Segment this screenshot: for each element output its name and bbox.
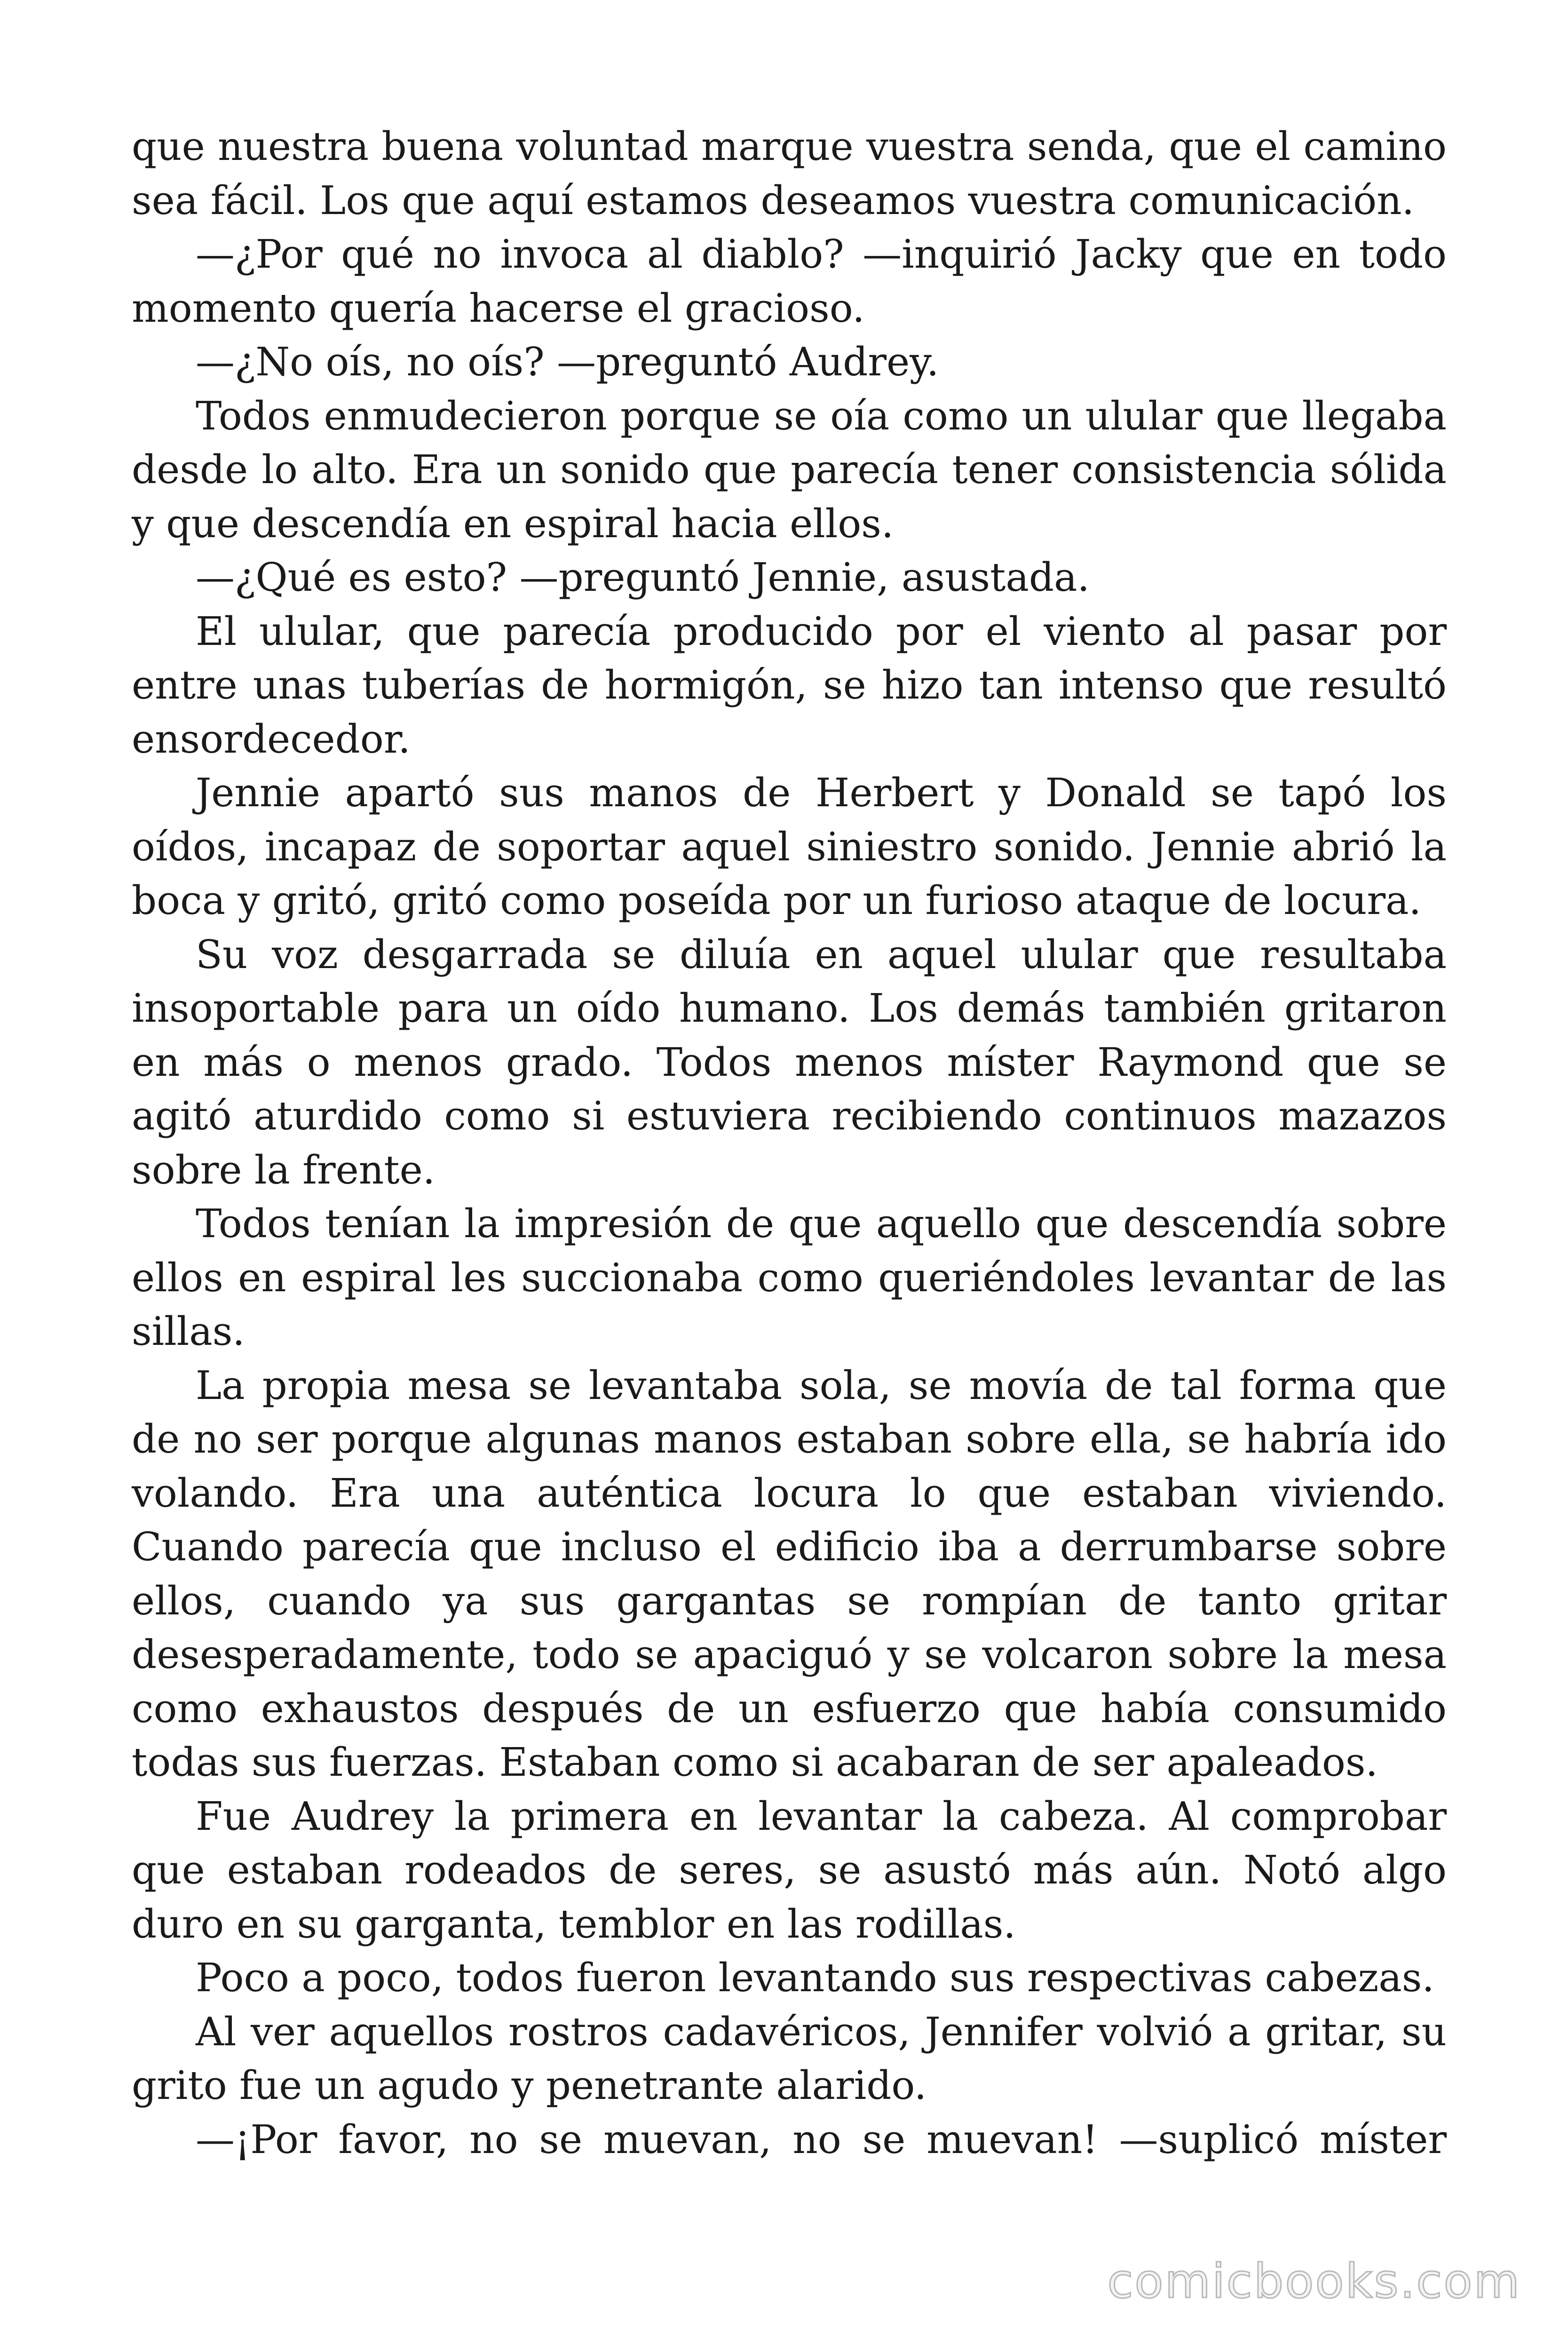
paragraph: —¿Qué es esto? —preguntó Jennie, asustada. <box>196 555 1090 600</box>
body-text <box>132 120 1447 2167</box>
paragraph: que nuestra buena voluntad marque vuestra senda, que el camino sea fácil. Los que aquí estamos deseamos vuestra comunicación. <box>132 124 1447 223</box>
paragraph: El ulular, que parecía producido por el viento al pasar por entre unas tuberías de hormigón, se hizo tan intenso que resultó ensordecedor. <box>132 608 1447 762</box>
paragraph: Jennie apartó sus manos de Herbert y Donald se tapó los oídos, incapaz de soportar aquel siniestro sonido. Jennie abrió la boca y gritó, gritó como poseída por un furioso ataque de locura. <box>132 770 1447 923</box>
paragraph: Fue Audrey la primera en levantar la cabeza. Al comprobar que estaban rodeados de seres, se asustó más aún. Notó algo duro en su garganta, temblor en las rodillas. <box>132 1793 1447 1947</box>
paragraph: —¿No oís, no oís? —preguntó Audrey. <box>196 339 939 385</box>
paragraph: Poco a poco, todos fueron levantando sus respectivas cabezas. <box>196 1955 1434 2001</box>
paragraph: La propia mesa se levantaba sola, se movía de tal forma que de no ser porque algunas manos estaban sobre ella, se habría ido volando. Era una auténtica locura lo que estaban viviendo. Cuando parecía que incluso el edificio iba a derrumbarse sobre ellos, cuando ya sus gargantas se rompían de tanto gritar desesperadamente, todo se apaciguó y se volcaron sobre la mesa como exhaustos después de un esfuerzo que había consumido todas sus fuerzas. Estaban como si acabaran de ser apaleados. <box>132 1362 1447 1785</box>
paragraph: Al ver aquellos rostros cadavéricos, Jennifer volvió a gritar, su grito fue un agudo y penetrante alarido. <box>132 2009 1447 2108</box>
paragraph: Su voz desgarrada se diluía en aquel ulular que resultaba insoportable para un oído humano. Los demás también gritaron en más o menos grado. Todos menos míster Raymond que se agitó aturdido como si estuviera recibiendo continuos mazazos sobre la frente. <box>132 931 1447 1193</box>
paragraph-last-line: —¡Por favor, no se muevan, no se muevan! —suplicó míster <box>196 2116 1447 2162</box>
paragraph: Todos enmudecieron porque se oía como un ulular que llegaba desde lo alto. Era un sonido que parecía tener consistencia sólida y que descendía en espiral hacia ellos. <box>132 393 1447 547</box>
paragraph: Todos tenían la impresión de que aquello que descendía sobre ellos en espiral les succionaba como queriéndoles levantar de las sillas. <box>132 1201 1447 1354</box>
paragraph: —¿Por qué no invoca al diablo? —inquirió Jacky que en todo momento quería hacerse el gracioso. <box>132 231 1447 331</box>
watermark: comicbooks.com <box>1107 2254 1521 2309</box>
